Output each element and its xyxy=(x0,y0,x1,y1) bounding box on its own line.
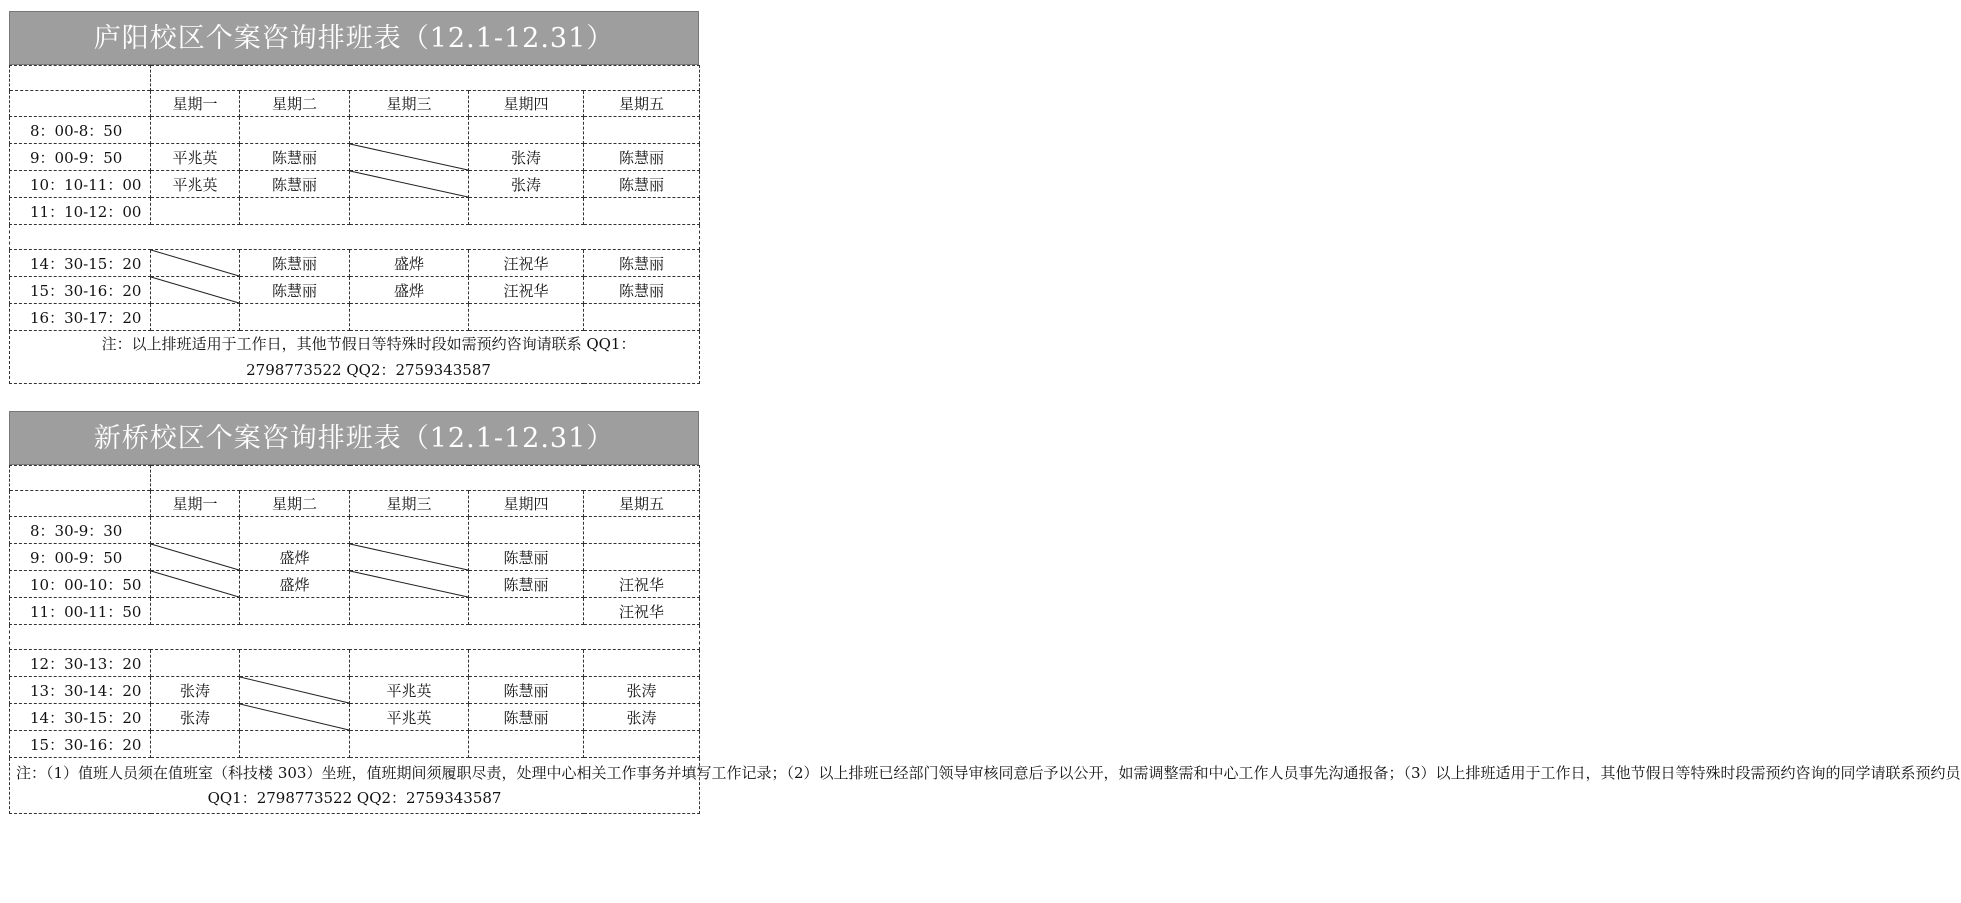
table-row xyxy=(10,571,700,598)
schedule-cell xyxy=(584,544,700,571)
schedule-cell: 张涛 xyxy=(151,704,240,731)
unavailable-cell xyxy=(240,704,350,731)
break-row xyxy=(10,225,700,250)
table-row xyxy=(10,598,700,625)
schedule-cell: 张涛 xyxy=(584,704,700,731)
schedule-cell xyxy=(469,117,584,144)
table-row xyxy=(10,544,700,571)
schedule-cell: 陈慧丽 xyxy=(240,171,350,198)
unavailable-cell xyxy=(151,250,240,277)
time-slot: 15：30-16：20 xyxy=(10,277,151,304)
time-slot: 9：00-9：50 xyxy=(10,544,151,571)
day-mon: 星期一 xyxy=(151,491,240,517)
xinqiao-qq: QQ1：2798773522 QQ2：2759343587 xyxy=(207,789,502,807)
unavailable-cell xyxy=(350,544,469,571)
schedule-cell: 平兆英 xyxy=(151,171,240,198)
table-row xyxy=(10,304,700,331)
day-wed: 星期三 xyxy=(350,91,469,117)
table-row xyxy=(10,704,700,731)
schedule-cell: 张涛 xyxy=(469,144,584,171)
time-slot: 12：30-13：20 xyxy=(10,650,151,677)
break-row xyxy=(10,625,700,650)
schedule-cell: 陈慧丽 xyxy=(240,250,350,277)
day-wed: 星期三 xyxy=(350,491,469,517)
unavailable-cell xyxy=(350,171,469,198)
luyang-table xyxy=(9,65,700,384)
xinqiao-day-header xyxy=(10,491,700,517)
schedule-cell xyxy=(350,117,469,144)
xinqiao-note: 注：（1）值班人员须在值班室（科技楼 303）坐班，值班期间须履职尽责，处理中心相关工作事务并填写工作记录；（2）以上排班已经部门领导审核同意后予以公开，如需调整需和中心工作人员事先沟通报备；（3）以上排班适用于工作日，其他节假日等特殊时段需预约咨询的同学请联系预约员 xyxy=(16,764,1961,782)
table-row xyxy=(10,250,700,277)
schedule-cell: 陈慧丽 xyxy=(240,277,350,304)
time-slot: 11：00-11：50 xyxy=(10,598,151,625)
note-row xyxy=(10,758,700,814)
schedule-cell: 陈慧丽 xyxy=(469,544,584,571)
schedule-cell: 盛烨 xyxy=(240,544,350,571)
table-row xyxy=(10,171,700,198)
luyang-title: 庐阳校区个案咨询排班表（12.1-12.31） xyxy=(9,11,699,65)
table-row xyxy=(10,517,700,544)
luyang-qq: 2798773522 QQ2：2759343587 xyxy=(246,361,491,379)
schedule-cell: 平兆英 xyxy=(350,704,469,731)
luyang-note: 注：以上排班适用于工作日，其他节假日等特殊时段如需预约咨询请联系 QQ1： xyxy=(101,335,636,353)
day-tue: 星期二 xyxy=(240,491,350,517)
table-row xyxy=(10,277,700,304)
time-slot: 16：30-17：20 xyxy=(10,304,151,331)
time-slot: 13：30-14：20 xyxy=(10,677,151,704)
schedule-cell: 汪祝华 xyxy=(584,571,700,598)
luyang-schedule xyxy=(9,11,699,384)
time-slot: 15：30-16：20 xyxy=(10,731,151,758)
unavailable-cell xyxy=(350,571,469,598)
table-row xyxy=(10,144,700,171)
day-fri: 星期五 xyxy=(584,491,700,517)
day-thu: 星期四 xyxy=(469,491,584,517)
table-row xyxy=(10,731,700,758)
schedule-cell: 平兆英 xyxy=(350,677,469,704)
luyang-day-header xyxy=(10,91,700,117)
time-slot: 8：00-8：50 xyxy=(10,117,151,144)
schedule-cell: 陈慧丽 xyxy=(469,677,584,704)
time-slot: 9：00-9：50 xyxy=(10,144,151,171)
schedule-cell: 盛烨 xyxy=(350,250,469,277)
table-row xyxy=(10,677,700,704)
schedule-cell xyxy=(240,117,350,144)
schedule-cell: 汪祝华 xyxy=(584,598,700,625)
schedule-cell: 盛烨 xyxy=(350,277,469,304)
time-slot: 14：30-15：20 xyxy=(10,704,151,731)
schedule-cell: 张涛 xyxy=(469,171,584,198)
time-slot: 14：30-15：20 xyxy=(10,250,151,277)
note-row xyxy=(10,331,700,384)
schedule-cell: 陈慧丽 xyxy=(584,250,700,277)
schedule-cell: 汪祝华 xyxy=(469,250,584,277)
schedule-cell: 陈慧丽 xyxy=(584,171,700,198)
schedule-cell xyxy=(584,117,700,144)
unavailable-cell xyxy=(151,544,240,571)
table-row xyxy=(10,650,700,677)
day-thu: 星期四 xyxy=(469,91,584,117)
time-slot: 10：00-10：50 xyxy=(10,571,151,598)
schedule-cell: 盛烨 xyxy=(240,571,350,598)
time-slot: 11：10-12：00 xyxy=(10,198,151,225)
unavailable-cell xyxy=(151,571,240,598)
schedule-cell: 平兆英 xyxy=(151,144,240,171)
schedule-cell: 陈慧丽 xyxy=(584,277,700,304)
xinqiao-table xyxy=(9,465,1961,814)
unavailable-cell xyxy=(240,677,350,704)
schedule-cell xyxy=(151,117,240,144)
schedule-cell: 张涛 xyxy=(151,677,240,704)
schedule-cell: 汪祝华 xyxy=(469,277,584,304)
schedule-cell: 陈慧丽 xyxy=(469,704,584,731)
xinqiao-schedule xyxy=(9,411,1961,814)
table-row xyxy=(10,117,700,144)
day-mon: 星期一 xyxy=(151,91,240,117)
unavailable-cell xyxy=(151,277,240,304)
time-slot: 8：30-9：30 xyxy=(10,517,151,544)
day-fri: 星期五 xyxy=(584,91,700,117)
schedule-cell: 张涛 xyxy=(584,677,700,704)
schedule-cell: 陈慧丽 xyxy=(240,144,350,171)
xinqiao-title: 新桥校区个案咨询排班表（12.1-12.31） xyxy=(9,411,699,465)
day-tue: 星期二 xyxy=(240,91,350,117)
unavailable-cell xyxy=(350,144,469,171)
table-row xyxy=(10,198,700,225)
time-slot: 10：10-11：00 xyxy=(10,171,151,198)
schedule-cell: 陈慧丽 xyxy=(469,571,584,598)
schedule-cell: 陈慧丽 xyxy=(584,144,700,171)
